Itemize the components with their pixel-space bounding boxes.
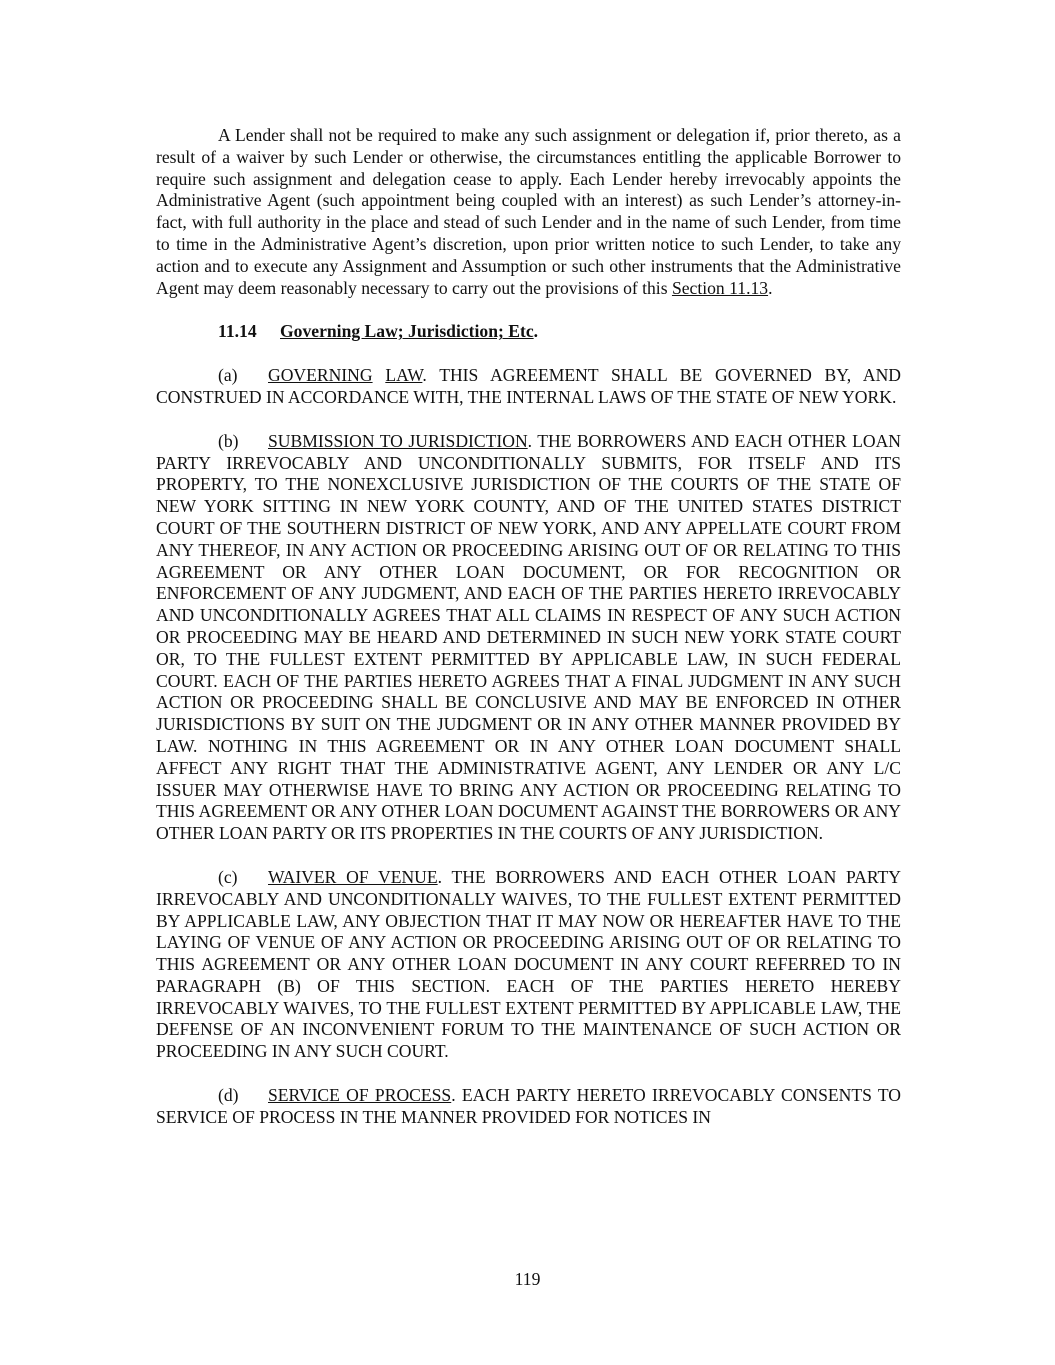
clause-a-title-part1: GOVERNING [268, 365, 373, 386]
clause-d-text: . EACH PARTY HERETO IRREVOCABLY CONSENTS TO SERVICE OF PROCESS IN THE MANNER PROVIDED FOR NOTICES IN [156, 1085, 901, 1127]
clause-b-label: (b) [218, 430, 239, 451]
clause-c-label: (c) [218, 866, 238, 887]
section-title-end: . [533, 321, 539, 342]
clause-d-title: SERVICE OF PROCESS [268, 1085, 452, 1106]
clause-a [156, 365, 901, 409]
clause-d [156, 1085, 901, 1129]
clause-b [156, 431, 901, 845]
intro-text: A Lender shall not be required to make any such assignment or delegation if, prior thereto, as a result of a waiver by such Lender or otherwise, the circumstances entitling the applicable Borrower to require such assignment and delegation cease to apply. Each Lender hereby irrevocably appoints the Administrative Agent (such appointment being coupled with an interest) as such Lender’s attorney-in-fact, with full authority in the place and stead of such Lender and in the name of such Lender, from time to time in the Administrative Agent’s discretion, upon prior written notice to such Lender, to take any action and to execute any Assignment and Assumption or such other instruments that the Administrative Agent may deem reasonably necessary to carry out the provisions of this [156, 125, 901, 298]
clause-d-label: (d) [218, 1085, 239, 1106]
clause-c [156, 867, 901, 1063]
clause-c-title: WAIVER OF VENUE [268, 866, 438, 887]
clause-b-text: . THE BORROWERS AND EACH OTHER LOAN PARTY IRREVOCABLY AND UNCONDITIONALLY SUBMITS, FOR ITSELF AND ITS PROPERTY, TO THE NONEXCLUSIVE JURISDICTION OF THE COURTS OF THE STATE OF NEW YORK SITTING IN NEW YORK COUNTY, AND OF THE UNITED STATES DISTRICT COURT OF THE SOUTHERN DISTRICT OF NEW YORK, AND ANY APPELLATE COURT FROM ANY THEREOF, IN ANY ACTION OR PROCEEDING ARISING OUT OF OR RELATING TO THIS AGREEMENT OR ANY OTHER LOAN DOCUMENT, OR FOR RECOGNITION OR ENFORCEMENT OF ANY JUDGMENT, AND EACH OF THE PARTIES HERETO IRREVOCABLY AND UNCONDITIONALLY AGREES THAT ALL CLAIMS IN RESPECT OF ANY SUCH ACTION OR PROCEEDING MAY BE HEARD AND DETERMINED IN SUCH NEW YORK STATE COURT OR, TO THE FULLEST EXTENT PERMITTED BY APPLICABLE LAW, IN SUCH FEDERAL COURT. EACH OF THE PARTIES HERETO AGREES THAT A FINAL JUDGMENT IN ANY SUCH ACTION OR PROCEEDING SHALL BE CONCLUSIVE AND MAY BE ENFORCED IN OTHER JURISDICTIONS BY SUIT ON THE JUDGMENT OR IN ANY OTHER MANNER PROVIDED BY LAW. NOTHING IN THIS AGREEMENT OR IN ANY OTHER LOAN DOCUMENT SHALL AFFECT ANY RIGHT THAT THE ADMINISTRATIVE AGENT, ANY LENDER OR ANY L/C ISSUER MAY OTHERWISE HAVE TO BRING ANY ACTION OR PROCEEDING RELATING TO THIS AGREEMENT OR ANY OTHER LOAN DOCUMENT AGAINST THE BORROWERS OR ANY OTHER LOAN PARTY OR ITS PROPERTIES IN THE COURTS OF ANY JURISDICTION. [156, 430, 902, 844]
clause-c-text: . THE BORROWERS AND EACH OTHER LOAN PARTY IRREVOCABLY AND UNCONDITIONALLY WAIVES, TO THE FULLEST EXTENT PERMITTED BY APPLICABLE LAW, ANY OBJECTION THAT IT MAY NOW OR HEREAFTER HAVE TO THE LAYING OF VENUE OF ANY ACTION OR PROCEEDING ARISING OUT OF OR RELATING TO THIS AGREEMENT OR ANY OTHER LOAN DOCUMENT IN ANY COURT REFERRED TO IN PARAGRAPH (B) OF THIS SECTION. EACH OF THE PARTIES HERETO HEREBY IRREVOCABLY WAIVES, TO THE FULLEST EXTENT PERMITTED BY APPLICABLE LAW, THE DEFENSE OF AN INCONVENIENT FORUM TO THE MAINTENANCE OF SUCH ACTION OR PROCEEDING IN ANY SUCH COURT. [156, 866, 901, 1062]
clause-a-title-part2: LAW [385, 365, 423, 386]
intro-paragraph [156, 125, 901, 299]
document-page [156, 125, 901, 1129]
section-heading [156, 321, 901, 343]
section-title: Governing Law; Jurisdiction; Etc [280, 321, 534, 342]
clause-b-title: SUBMISSION TO JURISDICTION [268, 430, 528, 451]
intro-end: . [768, 277, 773, 298]
clause-a-text: . THIS AGREEMENT SHALL BE GOVERNED BY, AND CONSTRUED IN ACCORDANCE WITH, THE INTERNAL LAWS OF THE STATE OF NEW YORK. [156, 365, 901, 407]
page-number: 119 [514, 1269, 541, 1289]
section-11-13-reference: Section 11.13 [671, 277, 769, 298]
section-number: 11.14 [218, 321, 257, 342]
clause-a-label: (a) [218, 365, 238, 386]
